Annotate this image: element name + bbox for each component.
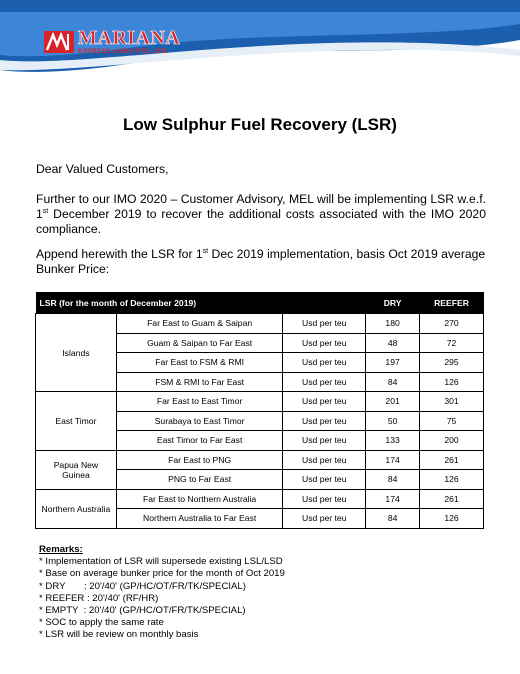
- region-cell: Northern Australia: [36, 489, 117, 528]
- reefer-rate-cell: 261: [420, 489, 484, 509]
- append-paragraph: [36, 247, 486, 277]
- reefer-rate-cell: 126: [420, 470, 484, 490]
- logo-subtitle: EXPRESS LINES PTE. LTD.: [78, 48, 169, 55]
- region-cell: East Timor: [36, 392, 117, 451]
- dry-rate-cell: 174: [366, 450, 420, 470]
- dry-rate-cell: 48: [366, 333, 420, 353]
- route-cell: East Timor to Far East: [116, 431, 283, 451]
- reefer-rate-cell: 126: [420, 372, 484, 392]
- remark-item: * SOC to apply the same rate: [39, 617, 164, 629]
- unit-cell: Usd per teu: [283, 333, 366, 353]
- route-cell: Northern Australia to Far East: [116, 509, 283, 529]
- remark-item: * LSR will be review on monthly basis: [39, 629, 199, 641]
- remark-item: * Implementation of LSR will supersede existing LSL/LSD: [39, 556, 283, 568]
- unit-cell: Usd per teu: [283, 470, 366, 490]
- dry-rate-cell: 84: [366, 372, 420, 392]
- table-header-row: [36, 292, 484, 314]
- greeting: Dear Valued Customers,: [36, 162, 169, 176]
- dry-rate-cell: 84: [366, 509, 420, 529]
- reefer-rate-cell: 75: [420, 411, 484, 431]
- intro-text-b: December 2019 to recover the additional costs associated with the IMO 2020 compliance.: [36, 207, 486, 236]
- unit-cell: Usd per teu: [283, 353, 366, 373]
- unit-cell: Usd per teu: [283, 489, 366, 509]
- remark-item: * REEFER : 20'/40' (RF/HR): [39, 592, 159, 604]
- unit-cell: Usd per teu: [283, 392, 366, 412]
- region-cell: Papua New Guinea: [36, 450, 117, 489]
- intro-ordinal: st: [42, 208, 49, 215]
- header-lsr: LSR (for the month of December 2019): [36, 292, 366, 314]
- region-cell: Islands: [36, 314, 117, 392]
- route-cell: Far East to FSM & RMI: [116, 353, 283, 373]
- remarks-title: Remarks:: [39, 544, 83, 555]
- table-body: [36, 314, 484, 529]
- route-cell: PNG to Far East: [116, 470, 283, 490]
- reefer-rate-cell: 200: [420, 431, 484, 451]
- append-text-a: Append herewith the LSR for 1: [36, 247, 203, 261]
- reefer-rate-cell: 295: [420, 353, 484, 373]
- dry-rate-cell: 197: [366, 353, 420, 373]
- dry-rate-cell: 174: [366, 489, 420, 509]
- route-cell: Far East to Guam & Saipan: [116, 314, 283, 334]
- table-row: [36, 450, 484, 470]
- remark-item: * Base on average bunker price for the month of Oct 2019: [39, 568, 285, 580]
- logo-name: MARIANA: [78, 27, 181, 49]
- dry-rate-cell: 50: [366, 411, 420, 431]
- route-cell: FSM & RMI to Far East: [116, 372, 283, 392]
- reefer-rate-cell: 261: [420, 450, 484, 470]
- route-cell: Far East to Northern Australia: [116, 489, 283, 509]
- table-row: [36, 489, 484, 509]
- header-reefer: REEFER: [420, 292, 484, 314]
- unit-cell: Usd per teu: [283, 450, 366, 470]
- append-ordinal: st: [202, 248, 209, 255]
- route-cell: Surabaya to East Timor: [116, 411, 283, 431]
- dry-rate-cell: 84: [366, 470, 420, 490]
- route-cell: Far East to East Timor: [116, 392, 283, 412]
- intro-text-a: Further to our IMO 2020 – Customer Advisory, MEL will be implementing LSR w.e.f. 1: [36, 192, 486, 221]
- unit-cell: Usd per teu: [283, 509, 366, 529]
- table-row: [36, 392, 484, 412]
- table-row: [36, 314, 484, 334]
- unit-cell: Usd per teu: [283, 314, 366, 334]
- dry-rate-cell: 201: [366, 392, 420, 412]
- dry-rate-cell: 180: [366, 314, 420, 334]
- route-cell: Guam & Saipan to Far East: [116, 333, 283, 353]
- reefer-rate-cell: 126: [420, 509, 484, 529]
- route-cell: Far East to PNG: [116, 450, 283, 470]
- unit-cell: Usd per teu: [283, 431, 366, 451]
- dry-rate-cell: 133: [366, 431, 420, 451]
- remark-item: * DRY : 20'/40' (GP/HC/OT/FR/TK/SPECIAL): [39, 580, 246, 592]
- append-text-b: Dec 2019 implementation, basis Oct 2019 average Bunker Price:: [36, 247, 486, 276]
- company-logo: [44, 28, 180, 56]
- unit-cell: Usd per teu: [283, 411, 366, 431]
- reefer-rate-cell: 301: [420, 392, 484, 412]
- remark-item: * EMPTY : 20'/40' (GP/HC/OT/FR/TK/SPECIAL): [39, 605, 246, 617]
- reefer-rate-cell: 270: [420, 314, 484, 334]
- letterhead-band: [0, 0, 520, 80]
- unit-cell: Usd per teu: [283, 372, 366, 392]
- intro-paragraph: [36, 192, 486, 237]
- reefer-rate-cell: 72: [420, 333, 484, 353]
- remarks-section: [39, 544, 285, 642]
- logo-flag-icon: [44, 31, 74, 53]
- lsr-table: [35, 292, 484, 529]
- header-dry: DRY: [366, 292, 420, 314]
- page-title: Low Sulphur Fuel Recovery (LSR): [123, 115, 397, 134]
